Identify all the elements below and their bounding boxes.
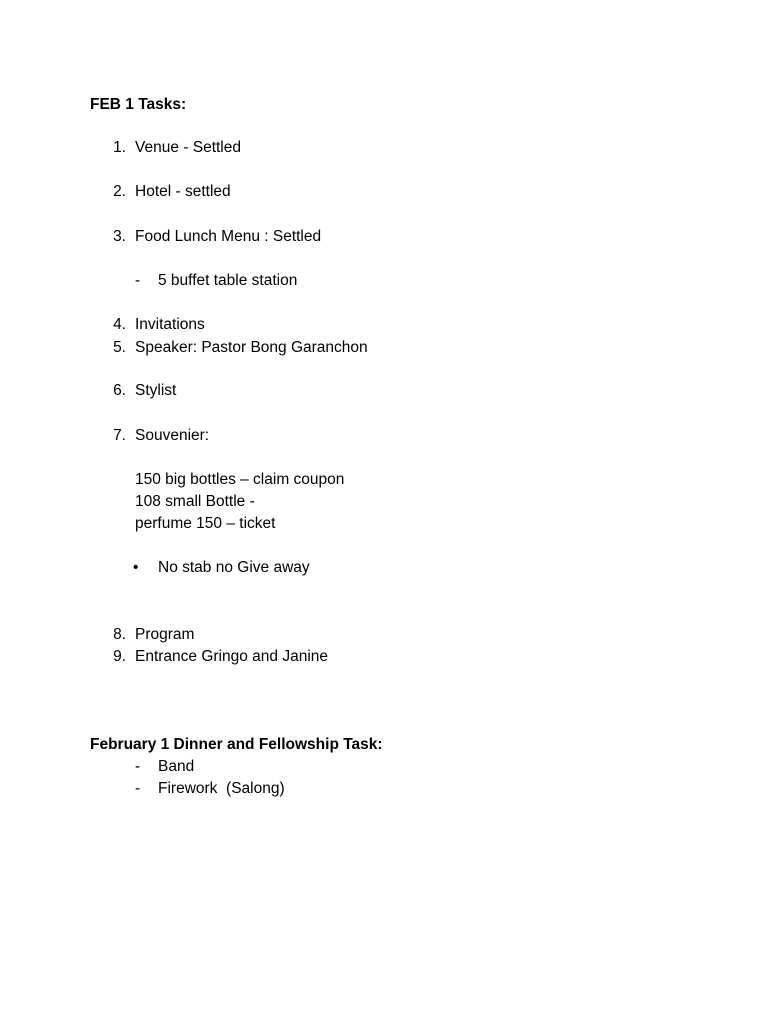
list-number: 1. (113, 139, 126, 156)
list-item-text: Program (135, 626, 195, 643)
souvenir-line: 150 big bottles – claim coupon (135, 471, 345, 488)
section-heading-dinner-fellowship: February 1 Dinner and Fellowship Task: (90, 736, 383, 753)
list-item-text: Stylist (135, 382, 177, 399)
list-number: 8. (113, 626, 126, 643)
list-item-text: Venue - Settled (135, 139, 241, 156)
souvenir-line: 108 small Bottle - (135, 493, 255, 510)
bullet-marker: • (133, 559, 139, 576)
list-item-text: Speaker: Pastor Bong Garanchon (135, 339, 368, 356)
list-number: 3. (113, 228, 126, 245)
list-number: 2. (113, 183, 126, 200)
list-number: 6. (113, 382, 126, 399)
souvenir-line: perfume 150 – ticket (135, 515, 276, 532)
list-item-text: Food Lunch Menu : Settled (135, 228, 322, 245)
dash-marker: - (135, 780, 141, 797)
list-item-text: Hotel - settled (135, 183, 231, 200)
list-item-text: Invitations (135, 316, 205, 333)
list-number: 7. (113, 427, 126, 444)
dash-marker: - (135, 272, 141, 289)
list-item-text: Entrance Gringo and Janine (135, 648, 329, 665)
section-heading-feb1-tasks: FEB 1 Tasks: (90, 96, 187, 113)
sub-list-item-text: Firework (Salong) (158, 780, 285, 797)
list-item-text: Souvenier: (135, 427, 210, 444)
bullet-item-text: No stab no Give away (158, 559, 310, 576)
list-number: 9. (113, 648, 126, 665)
dash-marker: - (135, 758, 141, 775)
sub-list-item-text: 5 buffet table station (158, 272, 298, 289)
list-number: 5. (113, 339, 126, 356)
list-number: 4. (113, 316, 126, 333)
sub-list-item-text: Band (158, 758, 195, 775)
